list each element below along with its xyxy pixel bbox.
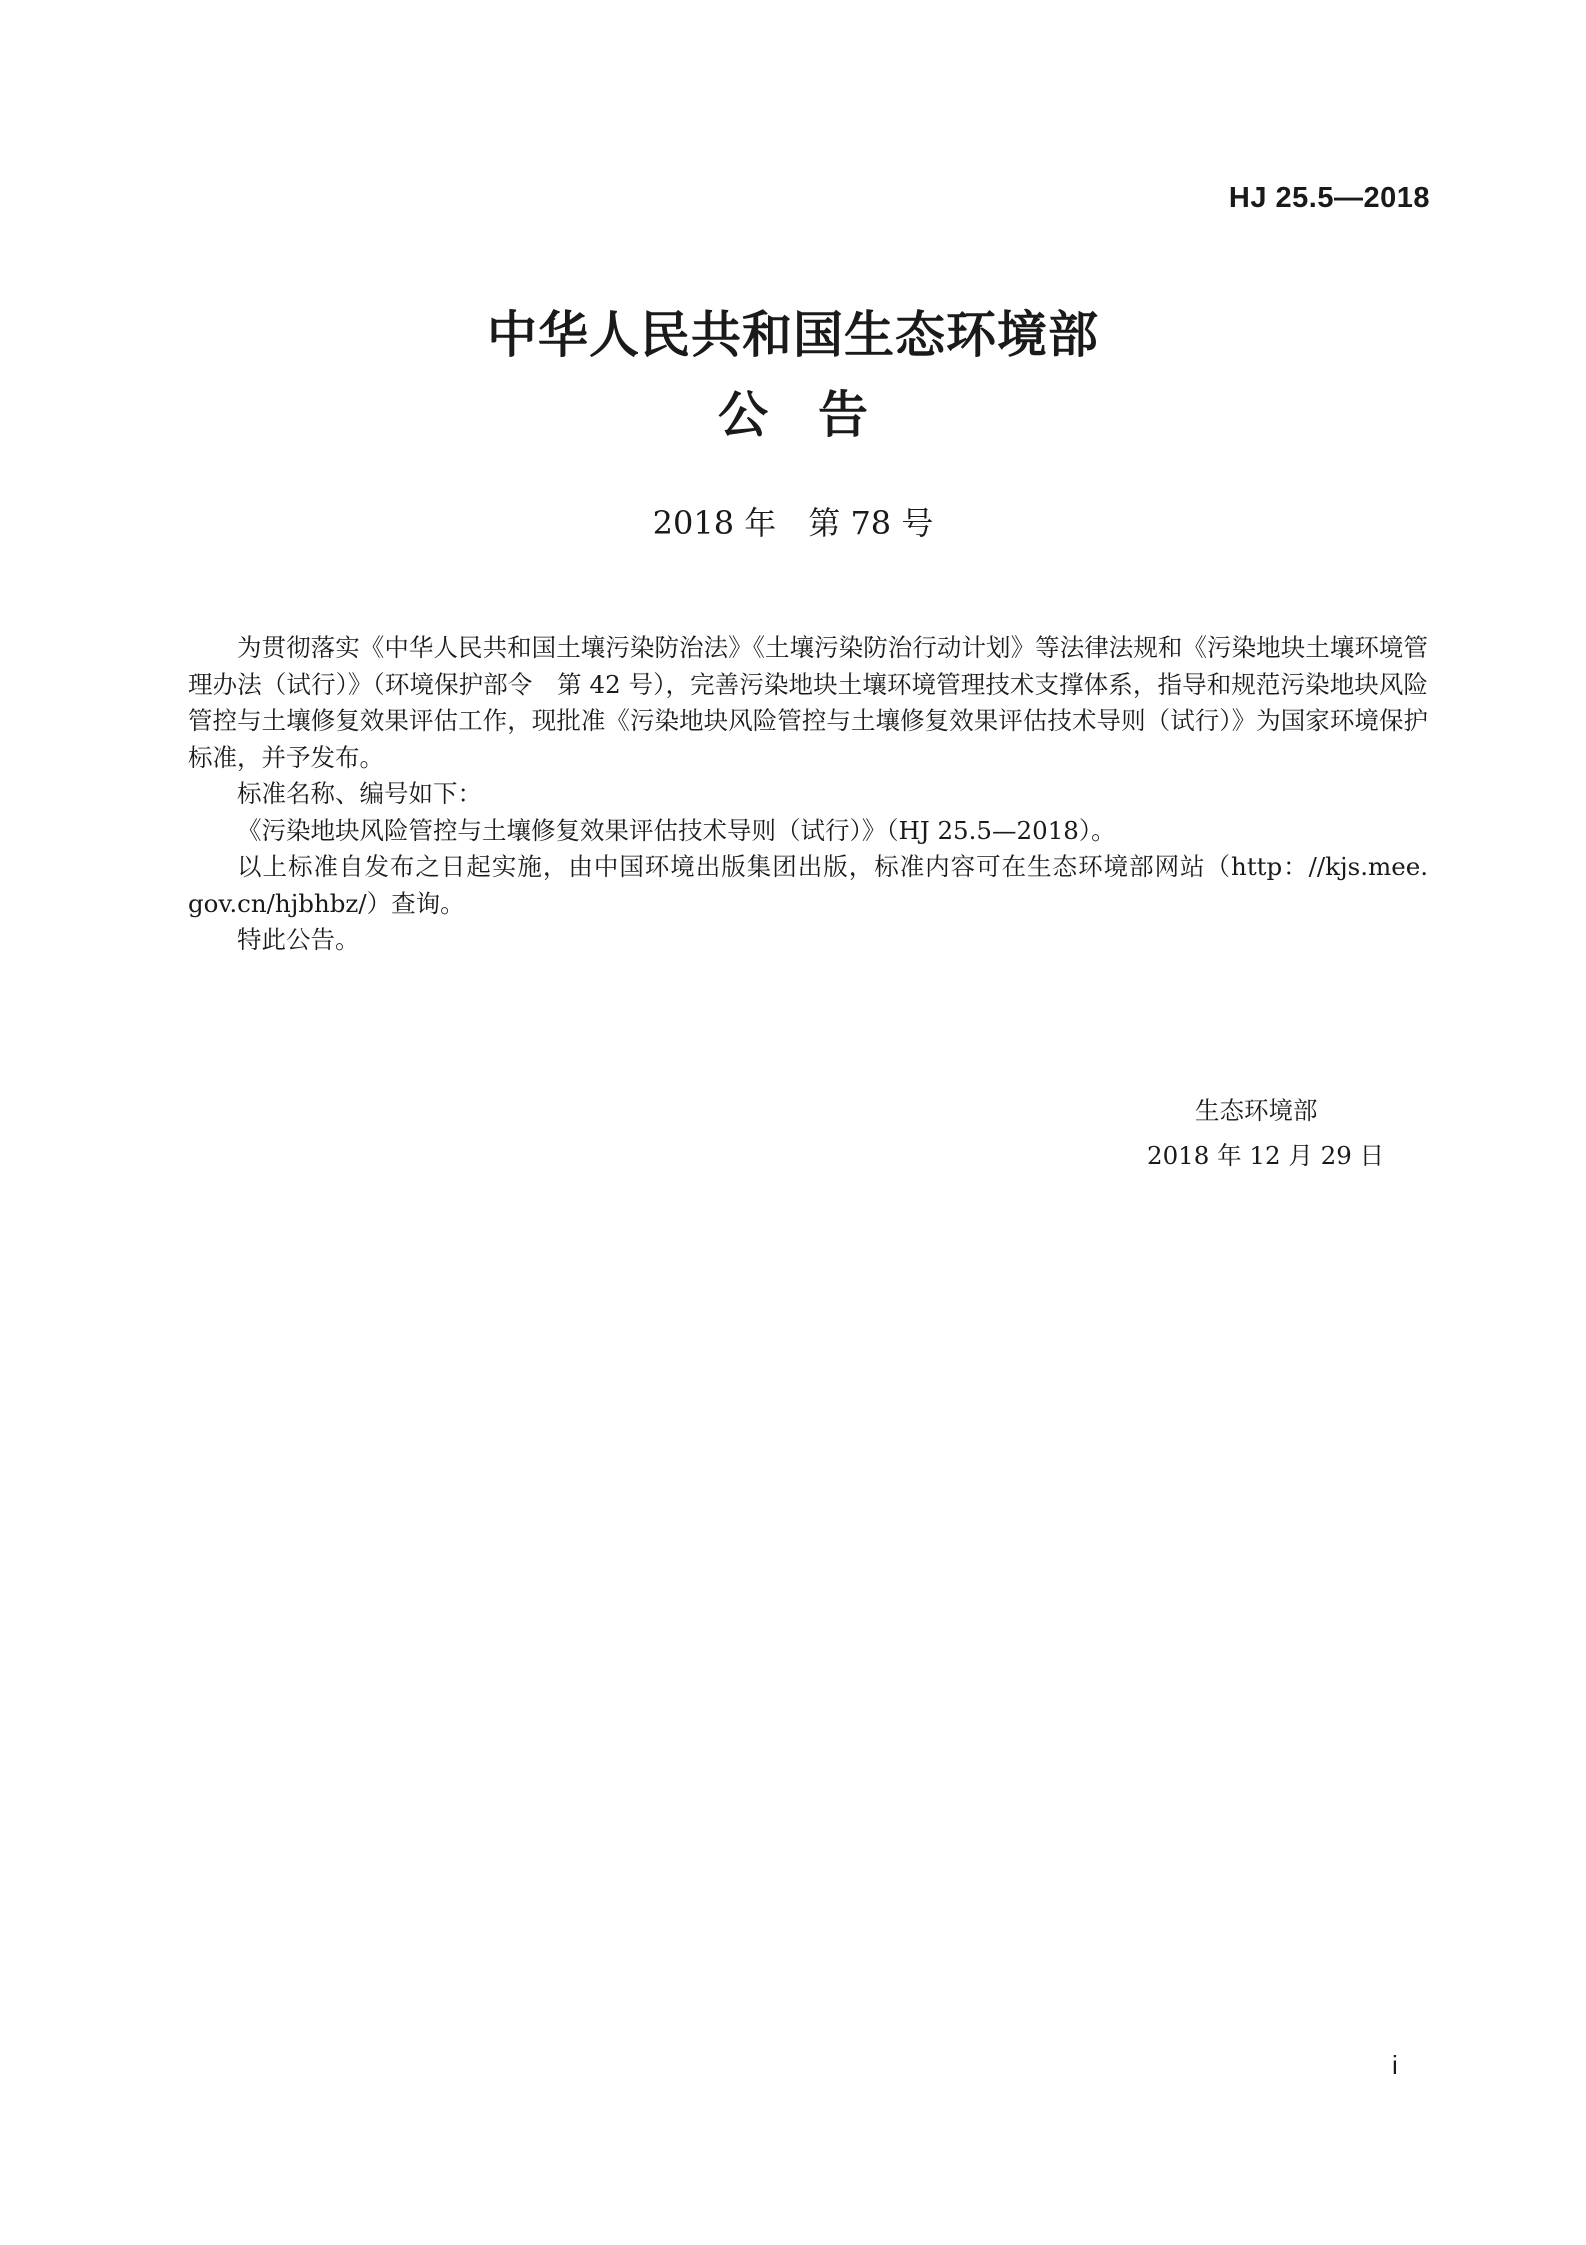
announcement-title: 公告	[718, 386, 918, 444]
body-paragraph-standard-list-intro: 标准名称、编号如下：	[237, 779, 482, 808]
body-paragraph-closing: 特此公告。	[237, 925, 360, 954]
page-number: i	[1392, 2050, 1398, 2080]
signature-organization: 生态环境部	[1195, 1096, 1318, 1125]
body-paragraph-standard-name: 《污染地块风险管控与土壤修复效果评估技术导则（试行）》（HJ 25.5—2018）。	[237, 815, 1116, 845]
announcement-number: 2018 年 第 78 号	[652, 504, 934, 542]
issuing-authority-title: 中华人民共和国生态环境部	[487, 306, 1099, 364]
standard-code: HJ 25.5—2018	[1228, 182, 1430, 214]
body-paragraph-purpose: 为贯彻落实《中华人民共和国土壤污染防治法》《土壤污染防治行动计划》等法律法规和《污染地块土壤环境管理办法（试行）》（环境保护部令 第 42 号），完善污染地块土壤环境管理技术支撑体系，指导和规范污染地块风险管控与土壤修复效果评估工作，现批准《污染地块风险管控与土壤修复效果评估技术导则（试行）》为国家环境保护标准，并予发布。	[188, 633, 1428, 772]
signature-date: 2018 年 12 月 29 日	[1147, 1141, 1385, 1170]
announcement-body	[188, 630, 1428, 959]
body-paragraph-implementation: 以上标准自发布之日起实施，由中国环境出版集团出版，标准内容可在生态环境部网站（http：//kjs.mee. gov.cn/hjbhbz/）查询。	[188, 852, 1428, 918]
